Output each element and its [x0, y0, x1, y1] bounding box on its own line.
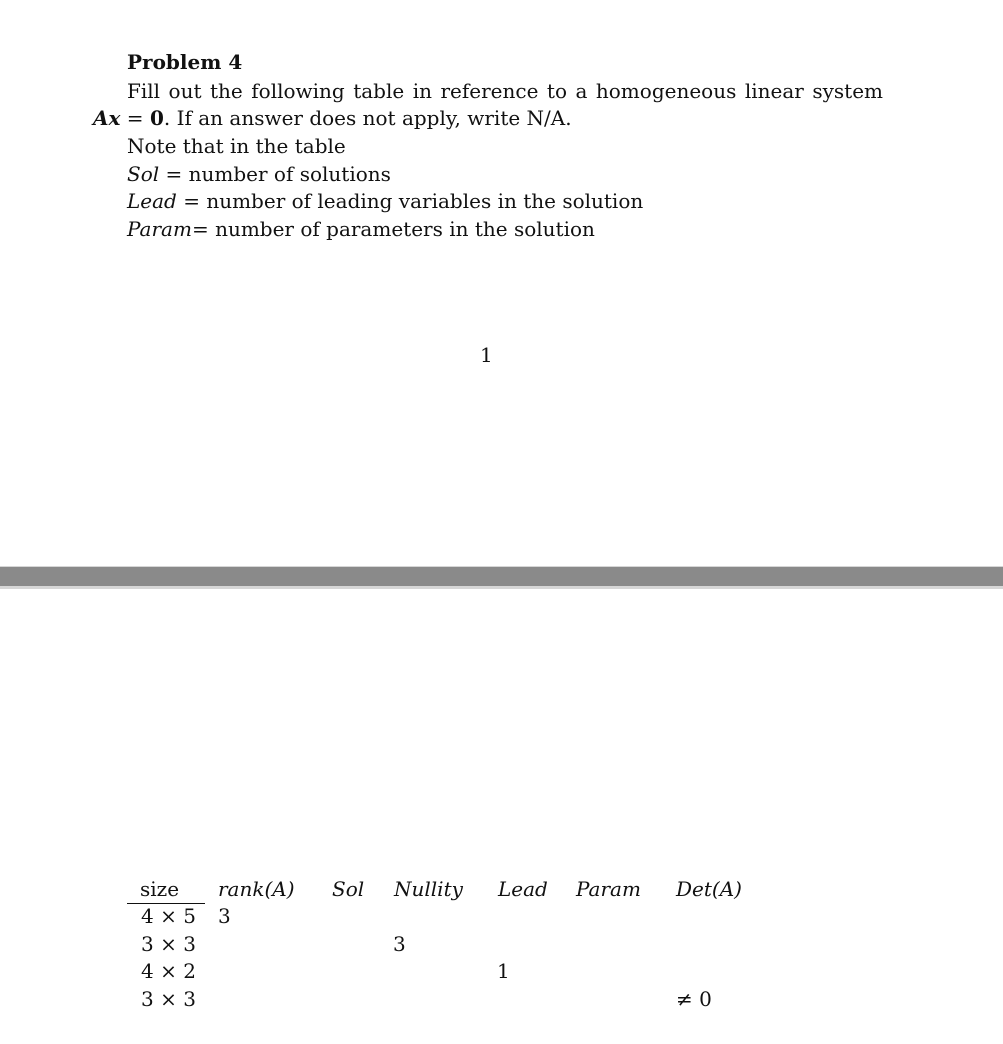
header-param: Param: [576, 877, 641, 901]
header-lead: Lead: [498, 877, 548, 901]
definition-text: number of leading variables in the solution: [206, 189, 644, 213]
cell-size: 3 × 3: [141, 932, 196, 956]
page-gap-band: [0, 567, 1003, 586]
intro-line-1: Fill out the following table in reference to a homogeneous linear system: [127, 79, 883, 103]
system-eq: =: [120, 106, 150, 130]
page-divider: [0, 566, 1003, 589]
definition-term: Sol: [127, 162, 160, 186]
page-number: 1: [480, 343, 493, 367]
definition-sep: =: [176, 189, 207, 213]
intro-line-2-rest: . If an answer does not apply, write N/A.: [163, 106, 572, 130]
definition-text: number of solutions: [188, 162, 391, 186]
definition-sol: [127, 162, 391, 186]
definition-sep: =: [159, 162, 189, 186]
note-line: Note that in the table: [127, 134, 346, 158]
cell-nullity: 3: [393, 932, 406, 956]
system-lhs: Ax: [93, 106, 121, 130]
definition-param: [127, 217, 595, 241]
definition-text: number of parameters in the solution: [215, 217, 595, 241]
definition-lead: [127, 189, 643, 213]
header-det: Det(A): [676, 877, 742, 901]
cell-size: 4 × 2: [141, 959, 196, 983]
cell-size: 4 × 5: [141, 904, 196, 928]
header-rank: rank(A): [218, 877, 295, 901]
cell-lead: 1: [497, 959, 510, 983]
cell-rank: 3: [218, 904, 231, 928]
cell-size: 3 × 3: [141, 987, 196, 1011]
definition-term: Lead: [127, 189, 177, 213]
problem-title: Problem 4: [127, 50, 243, 74]
definition-sep: =: [191, 217, 216, 241]
header-sol: Sol: [332, 877, 365, 901]
definition-term: Param: [127, 217, 192, 241]
header-nullity: Nullity: [394, 877, 463, 901]
cell-det: ≠ 0: [676, 987, 712, 1011]
system-rhs: 0: [149, 106, 164, 130]
header-size: size: [140, 877, 180, 901]
intro-line-2: [93, 106, 572, 130]
